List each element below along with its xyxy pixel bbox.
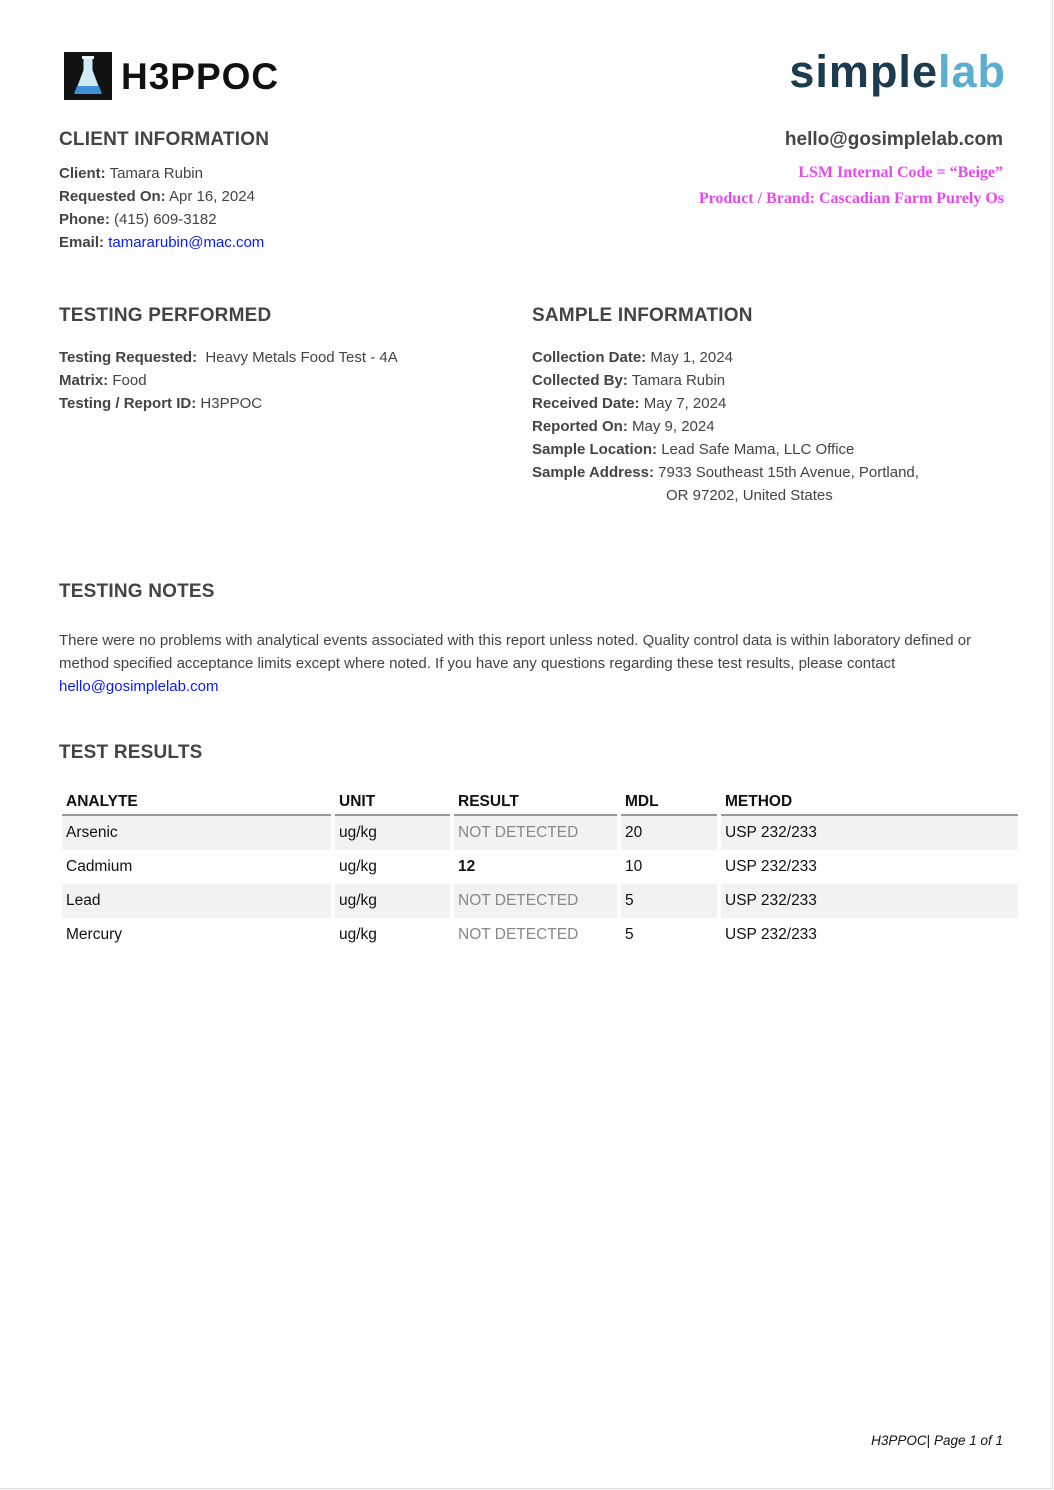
testing-notes: There were no problems with analytical events associated with this report unless noted. Quality control data is within laboratory defined or method specified acceptance limits except where noted. If you have any questions regarding these test results, please contact hello@gosimplelab.com <box>59 632 972 695</box>
product-brand: Product / Brand: Cascadian Farm Purely Os <box>698 190 1004 207</box>
report-id-title: H3PPOC <box>121 56 280 97</box>
brand-logo: simplelab <box>789 46 1006 97</box>
results-table <box>62 788 1018 952</box>
column-header: UNIT <box>335 788 450 816</box>
client-information: Client: Tamara Rubin Requested On: Apr 16, 2024 Phone: (415) 609-3182 Email: tamararubin@mac.com <box>59 165 265 251</box>
contact-email[interactable]: hello@gosimplelab.com <box>784 129 1003 150</box>
internal-code: LSM Internal Code = “Beige” <box>798 164 1003 181</box>
column-header: MDL <box>621 788 717 816</box>
testing-performed: Testing Requested: Heavy Metals Food Test - 4A Matrix: Food Testing / Report ID: H3PPOC <box>59 349 398 412</box>
column-header: METHOD <box>721 788 1018 816</box>
table-row: Mercury ug/kg NOT DETECTED 5 USP 232/233 <box>66 926 817 943</box>
table-row: Arsenic ug/kg NOT DETECTED 20 USP 232/233 <box>62 816 1018 850</box>
sample-information: Collection Date: May 1, 2024 Collected By: Tamara Rubin Received Date: May 7, 2024 Reported On: May 9, 2024 Sample Location: Lead Safe Mama, LLC Office Sample Address: 7933 Southeast 15th Avenue, Portland, OR 97202, United States <box>532 349 919 504</box>
table-row: Cadmium ug/kg 12 10 USP 232/233 <box>66 858 817 875</box>
column-header: ANALYTE <box>62 788 331 816</box>
client-email-link[interactable]: tamararubin@mac.com <box>108 234 265 251</box>
page-footer: H3PPOC| Page 1 of 1 <box>871 1433 1003 1448</box>
notes-email-link[interactable]: hello@gosimplelab.com <box>59 678 219 695</box>
flask-icon <box>64 52 112 100</box>
sample-information-heading: SAMPLE INFORMATION <box>532 305 753 326</box>
table-row: Lead ug/kg NOT DETECTED 5 USP 232/233 <box>62 884 1018 918</box>
testing-performed-heading: TESTING PERFORMED <box>59 305 272 326</box>
test-results-heading: TEST RESULTS <box>59 742 203 763</box>
client-information-heading: CLIENT INFORMATION <box>59 129 270 150</box>
column-header: RESULT <box>454 788 617 816</box>
testing-notes-heading: TESTING NOTES <box>59 581 215 602</box>
